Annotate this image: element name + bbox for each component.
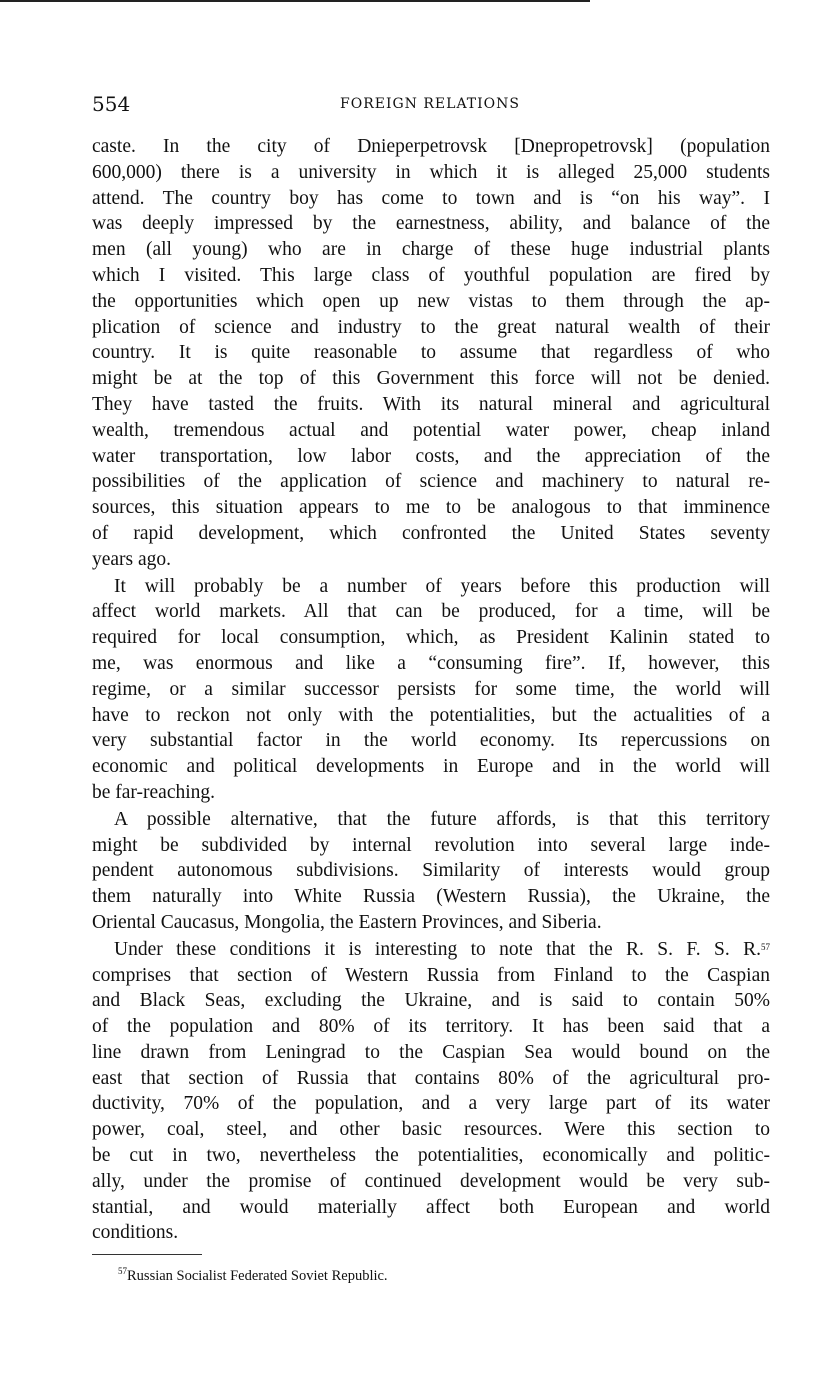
text-line: country. It is quite reasonable to assume that regardless of who	[92, 342, 770, 364]
text-line: have to reckon not only with the potentialities, but the actualities of a	[92, 704, 770, 726]
text-line: conditions.	[92, 1222, 179, 1244]
text-line: plication of science and industry to the great natural wealth of their	[92, 316, 770, 338]
text-line: They have tasted the fruits. With its natural mineral and agricultural	[92, 393, 770, 415]
text-line: Oriental Caucasus, Mongolia, the Eastern Provinces, and Siberia.	[92, 911, 602, 933]
text-line: sources, this situation appears to me to be analogous to that imminence	[92, 497, 770, 519]
text-line: pendent autonomous subdivisions. Similarity of interests would group	[92, 860, 770, 882]
footnote-marker: 57	[118, 1266, 127, 1276]
text-line: was deeply impressed by the earnestness, ability, and balance of the	[92, 213, 770, 235]
text-line: possibilities of the application of science and machinery to natural re-	[92, 471, 770, 493]
text-line: might be at the top of this Government this force will not be denied.	[92, 368, 770, 390]
text-line: regime, or a similar successor persists for some time, the world will	[92, 678, 770, 700]
top-rule	[0, 0, 590, 2]
text-line: water transportation, low labor costs, and the appreciation of the	[92, 445, 770, 467]
body-text	[92, 134, 770, 1246]
text-line: men (all young) who are in charge of these huge industrial plants	[92, 239, 770, 261]
paragraph	[92, 574, 770, 806]
text-line: It will probably be a number of years before this production will	[114, 575, 770, 597]
text-line: of the population and 80% of its territory. It has been said that a	[92, 1016, 770, 1038]
text-line: of rapid development, which confronted the United States seventy	[92, 522, 770, 544]
footnote-rule	[92, 1254, 202, 1255]
text-line: me, was enormous and like a “consuming fire”. If, however, this	[92, 652, 770, 674]
footnote-ref: 57	[761, 941, 770, 952]
text-line: 600,000) there is a university in which it is alleged 25,000 students	[92, 161, 770, 183]
text-line: affect world markets. All that can be produced, for a time, will be	[92, 601, 770, 623]
paragraph	[92, 807, 770, 936]
text-line: A possible alternative, that the future affords, is that this territory	[114, 808, 770, 830]
page-number: 554	[92, 92, 131, 116]
text-line: which I visited. This large class of youthful population are fired by	[92, 264, 770, 286]
running-head: FOREIGN RELATIONS	[340, 96, 520, 112]
paragraph	[92, 134, 770, 573]
paragraph	[92, 937, 770, 1247]
text-line: and Black Seas, excluding the Ukraine, and is said to contain 50%	[92, 990, 770, 1012]
footnote-text: Russian Socialist Federated Soviet Republic.	[127, 1268, 388, 1284]
text-line: line drawn from Leningrad to the Caspian Sea would bound on the	[92, 1041, 770, 1063]
text-line-with-footnote	[92, 937, 770, 963]
footnote	[118, 1268, 388, 1285]
text-line: be far-reaching.	[92, 781, 216, 803]
text-line: east that section of Russia that contains 80% of the agricultural pro-	[92, 1067, 770, 1089]
text-line: attend. The country boy has come to town and is “on his way”. I	[92, 187, 770, 209]
text-line: Under these conditions it is interesting to note that the R. S. F. S. R.	[114, 938, 761, 960]
text-line: ally, under the promise of continued development would be very sub-	[92, 1170, 770, 1192]
text-line: comprises that section of Western Russia from Finland to the Caspian	[92, 964, 770, 986]
text-line: the opportunities which open up new vistas to them through the ap-	[92, 290, 770, 312]
text-line: economic and political developments in Europe and in the world will	[92, 756, 770, 778]
text-line: stantial, and would materially affect both European and world	[92, 1196, 770, 1218]
text-line: ductivity, 70% of the population, and a very large part of its water	[92, 1093, 770, 1115]
page-header	[92, 92, 768, 122]
text-line: them naturally into White Russia (Western Russia), the Ukraine, the	[92, 886, 770, 908]
text-line: years ago.	[92, 548, 172, 570]
text-line: caste. In the city of Dnieperpetrovsk [Dnepropetrovsk] (population	[92, 136, 770, 157]
text-line: might be subdivided by internal revolution into several large inde-	[92, 834, 770, 856]
text-line: be cut in two, nevertheless the potentialities, economically and politic-	[92, 1145, 770, 1167]
text-line: power, coal, steel, and other basic resources. Were this section to	[92, 1119, 770, 1141]
text-line: wealth, tremendous actual and potential water power, cheap inland	[92, 419, 770, 441]
text-line: required for local consumption, which, as President Kalinin stated to	[92, 627, 770, 649]
text-line: very substantial factor in the world economy. Its repercussions on	[92, 730, 770, 752]
